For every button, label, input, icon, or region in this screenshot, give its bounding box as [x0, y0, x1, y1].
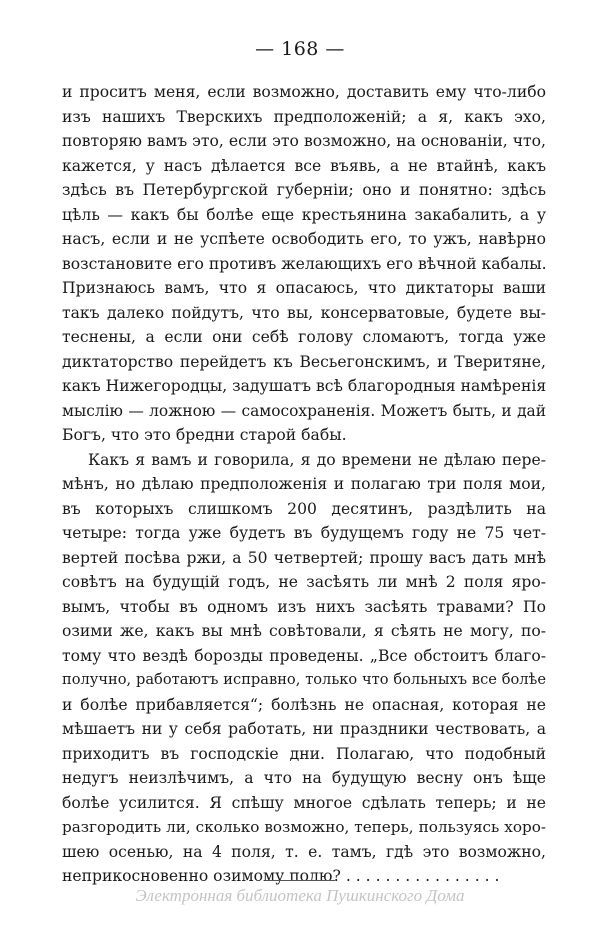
paragraph-end-line: Богъ, что это бредни старой бабы.: [62, 426, 347, 444]
text-line: болѣе усилится. Я спѣшу многое сдѣлать теперь; и не: [62, 793, 546, 812]
text-line: получно, работаютъ исправно, только что больныхъ все болѣе: [62, 671, 546, 688]
text-line: шею осенью, на 4 поля, т. е. тамъ, гдѣ это возможно,: [62, 842, 546, 861]
text-line: вымъ, чтобы въ одномъ изъ нихъ засѣять травами? По: [62, 597, 546, 616]
text-line: мѣнъ, но дѣлаю предположенія и полагаю три поля мои,: [62, 475, 546, 493]
text-line: диктаторство перейдетъ къ Весьегонскимъ, и Тверитяне,: [62, 352, 546, 371]
footer-divider: [265, 880, 335, 881]
text-line: четыре: тогда уже будетъ въ будущемъ году не 75 чет-: [62, 524, 546, 542]
text-line: цѣль — какъ бы болѣе еще крестьянина закабалить, а у: [62, 205, 546, 224]
text-line: въ которыхъ слишкомъ 200 десятинъ, раздѣлить на: [62, 499, 546, 518]
text-line: Признаюсь вамъ, что я опасаюсь, что диктаторы ваши: [62, 279, 546, 297]
paragraph-first-line: Какъ я вамъ и говорила, я до времени не дѣлаю пере-: [88, 450, 546, 469]
text-line: мыслію — ложною — самосохраненія. Можетъ быть, и дай: [62, 401, 546, 420]
text-line: мѣшаетъ ни у себя работать, ни праздники чествовать, а: [62, 720, 546, 738]
text-line: и болѣе прибавляется“; болѣзнь не опасная, которая не: [62, 695, 546, 714]
text-line: озими же, какъ вы мнѣ совѣтовали, я сѣять не могу, по-: [62, 622, 546, 640]
text-line: здѣсь въ Петербургской губерніи; оно и понятно: здѣсь: [62, 181, 546, 199]
text-line: кажется, у насъ дѣлается все въявь, а не втайнѣ, какъ: [62, 156, 546, 175]
text-line: изъ нашихъ Тверскихъ предположеній; а я, какъ эхо,: [62, 107, 546, 126]
body-text: [62, 80, 546, 889]
library-watermark: Электронная библиотека Пушкинского Дома: [135, 886, 465, 905]
text-line: и проситъ меня, если возможно, доставить ему что-либо: [62, 83, 546, 101]
page-number: — 168 —: [255, 38, 345, 60]
text-line: насъ, если и не успѣете освободить его, то ужъ, навѣрно: [62, 230, 546, 248]
text-line: вертей посѣва ржи, а 50 четвертей; прошу васъ дать мнѣ: [62, 548, 546, 567]
text-line: тому что вездѣ борозды проведены. „Все обстоитъ благо-: [62, 646, 546, 665]
text-line: такъ далеко пойдутъ, что вы, консерватовые, будете вы-: [62, 303, 546, 322]
text-line: повторяю вамъ это, если это возможно, на основаніи, что,: [62, 132, 546, 150]
text-line: какъ Нижегородцы, задушатъ всѣ благородныя намѣренія: [62, 377, 547, 395]
paragraph-end-line: неприкосновенно озимому полю? . . . . . . . . . . . . . . . .: [62, 867, 500, 885]
text-line: совѣтъ на будущій годъ, не засѣять ли мнѣ 2 поля яро-: [62, 573, 546, 591]
text-line: недугъ неизлѣчимъ, а что на будущую весну онъ ѣще: [62, 769, 546, 787]
text-line: возстановите его противъ желающихъ его вѣчной кабалы.: [62, 254, 547, 273]
text-line: разгородить ли, сколько возможно, теперь, пользуясь хоро-: [62, 818, 546, 836]
text-line: теснены, а если они себѣ голову сломаютъ, тогда уже: [62, 328, 546, 346]
text-line: приходитъ въ господскіе дни. Полагаю, что подобный: [62, 744, 546, 763]
